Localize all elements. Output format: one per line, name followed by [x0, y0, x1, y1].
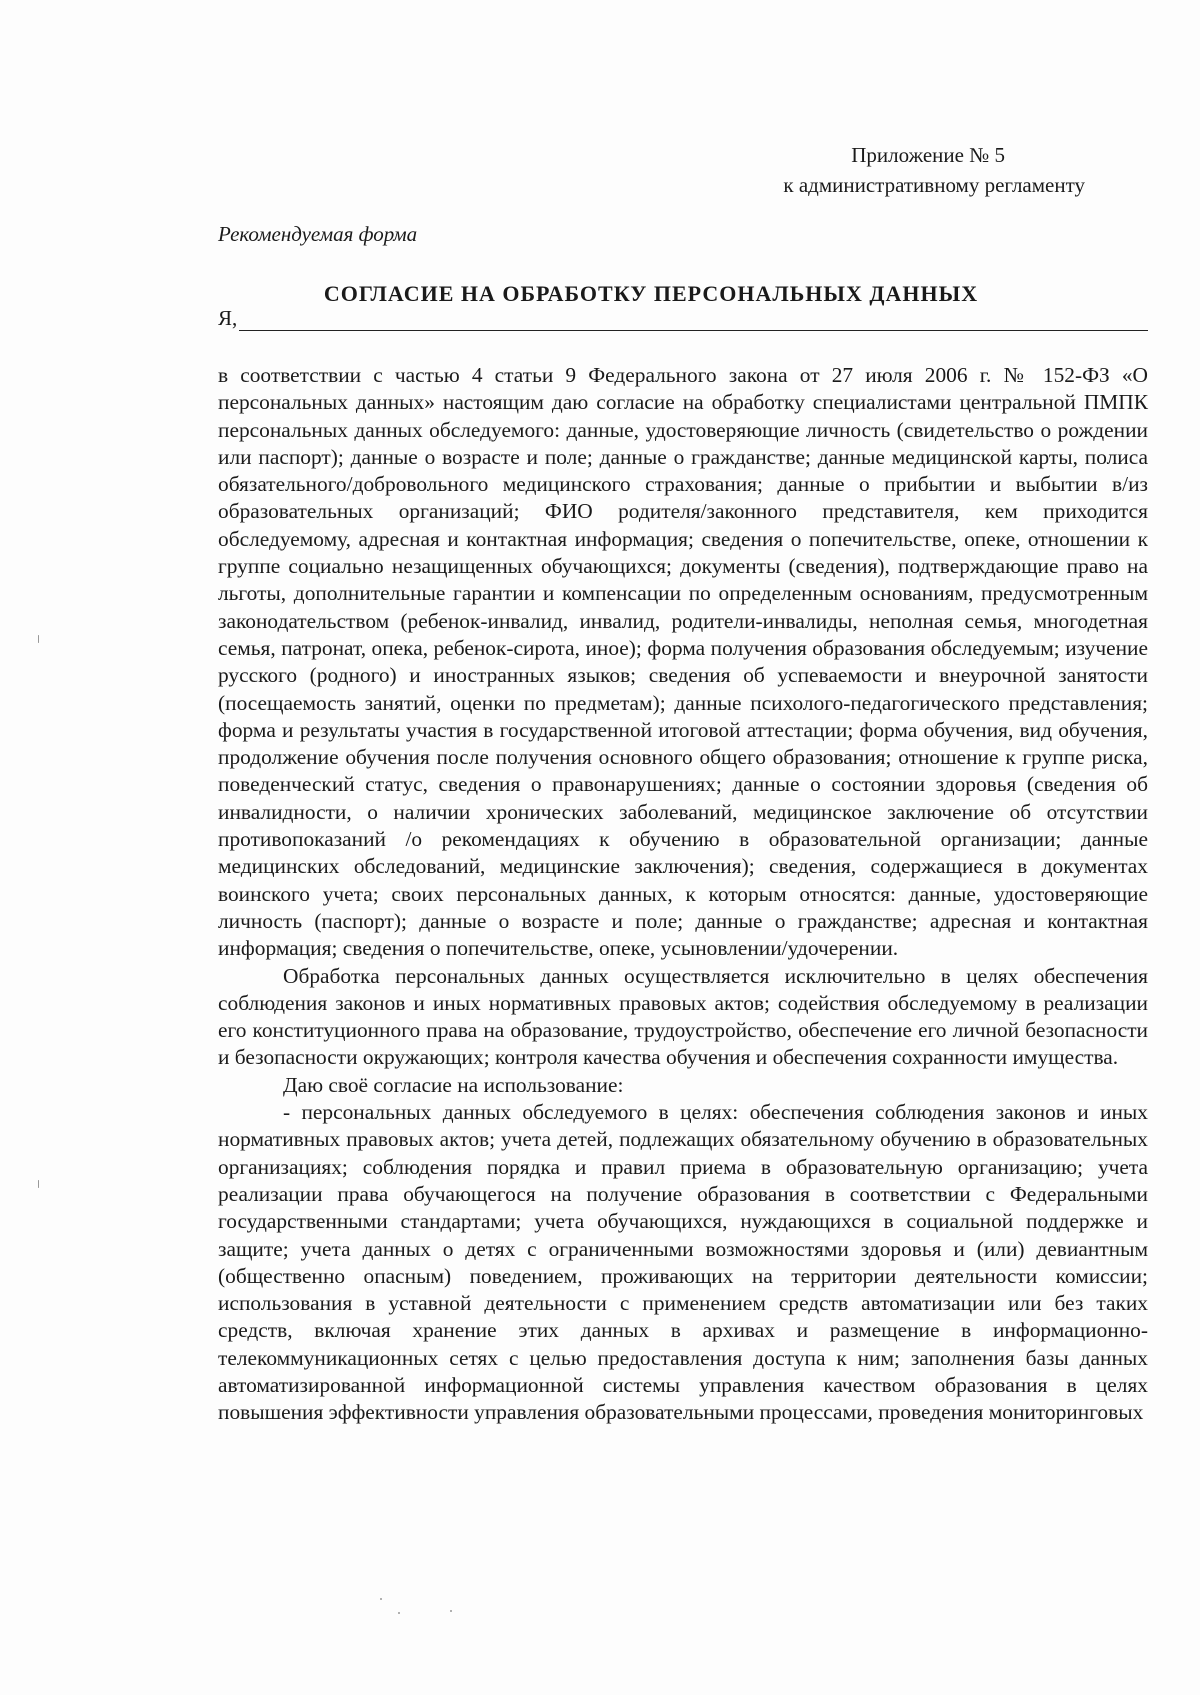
consent-paragraph-4: - персональных данных обследуемого в целях: обеспечения соблюдения законов и иных нормативных правовых актов; учета детей, подлежащих обязательному обучению в образовательных организациях; соблюдения порядка и правил приема в образовательную организацию; учета реализации права обучающегося на получение образования в соответствии с Федеральными государственными стандартами; учета обучающихся, нуждающихся в социальной поддержке и защите; учета данных о детях с ограниченными возможностями здоровья и (или) девиантным (общественно опасным) поведением, проживающих на территории деятельности комиссии; использования в уставной деятельности с применением средств автоматизации или без таких средств, включая хранение этих данных в архивах и размещение в информационно-телекоммуникационных сетях с целью предоставления доступа к ним; заполнения базы данных автоматизированной информационной системы управления качеством образования в целях повышения эффективности управления образовательными процессами, проведения мониторинговых	[218, 1100, 1148, 1425]
recommended-form-label: Рекомендуемая форма	[218, 222, 418, 246]
consent-paragraph-1: в соответствии с частью 4 статьи 9 Федерального закона от 27 июля 2006 г. № 152-ФЗ «О персональных данных» настоящим даю согласие на обработку специалистами центральной ПМПК персональных данных обследуемого: данные, удостоверяющие личность (свидетельство о рождении или паспорт); данные о возрасте и поле; данные о гражданстве; данные медицинской карты, полиса обязательного/добровольного медицинского страхования; данные о прибытии и выбытии в/из образовательных организаций; ФИО родителя/законного представителя, кем приходится обследуемому, адресная и контактная информация; сведения о попечительстве, опеке, отношении к группе социально незащищенных обучающихся; документы (сведения), подтверждающие право на льготы, дополнительные гарантии и компенсации по определенным основаниям, предусмотренным законодательством (ребенок-инвалид, инвалид, родители-инвалиды, неполная семья, многодетная семья, патронат, опека, ребенок-сирота, иное); форма получения образования обследуемым; изучение русского (родного) и иностранных языков; сведения об успеваемости и внеурочной занятости (посещаемость занятий, оценки по предметам); данные психолого-педагогического представления; форма и результаты участия в государственной итоговой аттестации; форма обучения, вид обучения, продолжение обучения после получения основного общего образования; отношение к группе риска, поведенческий статус, сведения о правонарушениях; данные о состоянии здоровья (сведения об инвалидности, о наличии хронических заболеваний, медицинское заключение об отсутствии противопоказаний /о рекомендациях к обучению в образовательной организации; данные медицинских обследований, медицинские заключения); сведения, содержащиеся в документах воинского учета; своих персональных данных, к которым относятся: данные, удостоверяющие личность (паспорт); данные о возрасте и поле; данные о гражданстве; адресная и контактная информация; сведения о попечительстве, опеке, усыновлении/удочерении.	[218, 363, 1148, 961]
scan-speck	[398, 1612, 400, 1614]
name-fill-line	[239, 308, 1148, 331]
appendix-header	[783, 140, 1085, 200]
consent-paragraph-2: Обработка персональных данных осуществляется исключительно в целях обеспечения соблюдения законов и иных нормативных правовых актов; содействия обследуемому в реализации его конституционного права на образование, трудоустройство, обеспечение его личной безопасности и безопасности окружающих; контроля качества обучения и обеспечения сохранности имущества.	[218, 963, 1148, 1070]
document-title: СОГЛАСИЕ НА ОБРАБОТКУ ПЕРСОНАЛЬНЫХ ДАННЫХ	[323, 281, 979, 306]
scan-speck	[38, 635, 39, 643]
scan-speck	[38, 1180, 39, 1188]
scan-speck	[450, 1610, 452, 1612]
consent-body	[218, 362, 1148, 1427]
scan-speck	[380, 1598, 382, 1600]
appendix-reference: к административному регламенту	[783, 173, 1085, 197]
appendix-number: Приложение № 5	[851, 143, 1005, 167]
name-line	[218, 306, 1148, 331]
name-line-prefix: Я,	[218, 306, 238, 330]
consent-paragraph-3: Даю своё согласие на использование:	[283, 1072, 624, 1097]
